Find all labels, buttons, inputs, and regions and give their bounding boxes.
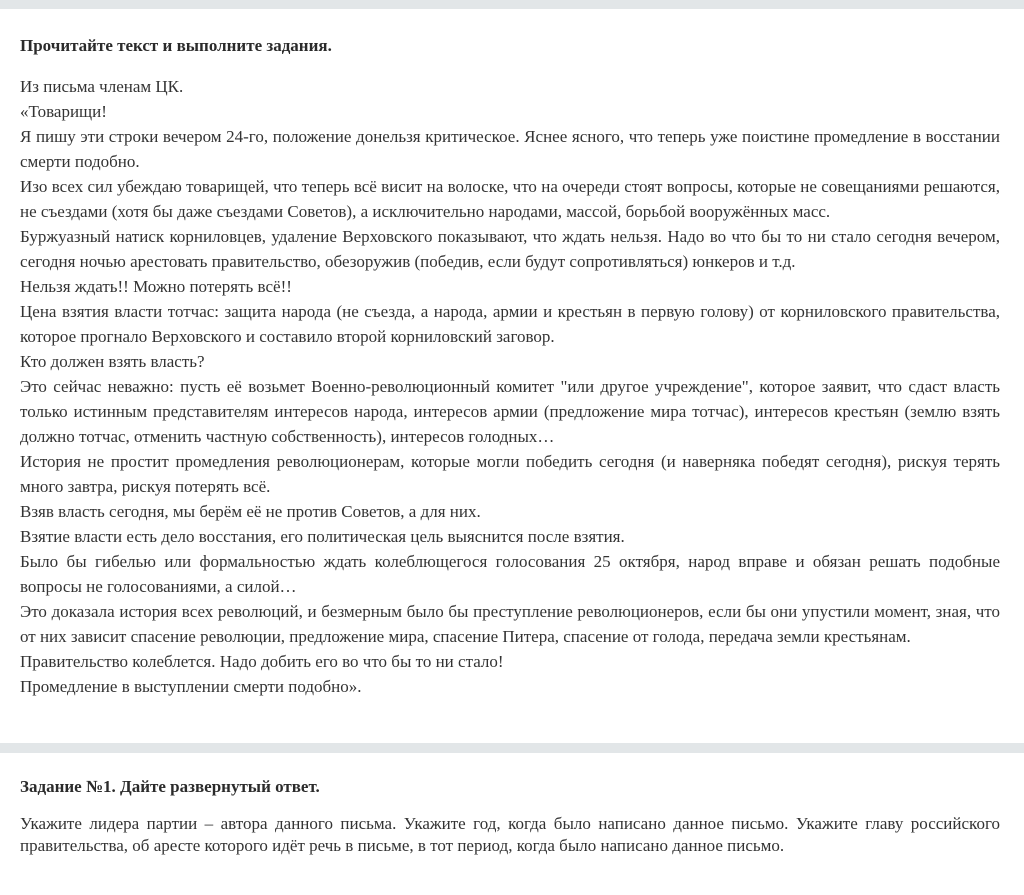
letter-text xyxy=(20,74,1000,699)
section-divider xyxy=(0,743,1024,753)
letter-paragraph: Взятие власти есть дело восстания, его политическая цель выяснится после взятия. xyxy=(20,527,625,546)
letter-paragraph: Я пишу эти строки вечером 24-го, положение донельзя критическое. Яснее ясного, что теперь уже поистине промедление в восстании смерти подобно. xyxy=(20,127,1000,171)
letter-paragraph: «Товарищи! xyxy=(20,102,107,121)
letter-paragraph: Это доказала история всех революций, и безмерным было бы преступление революционеров, если бы они упустили момент, зная, что от них зависит спасение революции, предложение мира, спасение Питера, спасение от голода, передача земли крестьянам. xyxy=(20,602,1000,646)
task-title: Задание №1. Дайте развернутый ответ. xyxy=(20,777,320,796)
letter-paragraph: Правительство колеблется. Надо добить его во что бы то ни стало! xyxy=(20,652,504,671)
letter-paragraph: Промедление в выступлении смерти подобно». xyxy=(20,677,362,696)
letter-paragraph: Взяв власть сегодня, мы берём её не против Советов, а для них. xyxy=(20,502,481,521)
letter-paragraph: Цена взятия власти тотчас: защита народа (не съезда, а народа, армии и крестьян в первую голову) от корниловского правительства, которое прогнало Верховского и составило второй корниловский заговор. xyxy=(20,302,1000,346)
task-section xyxy=(0,753,1024,857)
letter-paragraph: Буржуазный натиск корниловцев, удаление Верховского показывают, что ждать нельзя. Надо во что бы то ни стало сегодня вечером, сегодня ночью арестовать правительство, обезоружив (победив, если будут сопротивляться) юнкеров и т.д. xyxy=(20,227,1000,271)
letter-paragraph: Было бы гибелью или формальностью ждать колеблющегося голосования 25 октября, народ вправе и обязан решать подобные вопросы не голосованиями, а силой… xyxy=(20,552,1000,596)
letter-paragraph: Нельзя ждать!! Можно потерять всё!! xyxy=(20,277,292,296)
section-title: Прочитайте текст и выполните задания. xyxy=(20,36,332,55)
top-divider xyxy=(0,0,1024,9)
letter-paragraph: Из письма членам ЦК. xyxy=(20,77,184,96)
letter-paragraph: Кто должен взять власть? xyxy=(20,352,205,371)
letter-paragraph: Изо всех сил убеждаю товарищей, что теперь всё висит на волоске, что на очереди стоят вопросы, которые не совещаниями решаются, не съездами (хотя бы даже съездами Советов), а исключительно народами, массой, борьбой вооружённых масс. xyxy=(20,177,1000,221)
task-text: Укажите лидера партии – автора данного письма. Укажите год, когда было написано данное письмо. Укажите главу российского правительства, об аресте которого идёт речь в письме, в тот период, когда было написано данное письмо. xyxy=(20,814,1000,855)
letter-paragraph: Это сейчас неважно: пусть её возьмет Военно-революционный комитет "или другое учреждение", которое заявит, что сдаст власть только истинным представителям интересов народа, интересов армии (предложение мира тотчас), интересов крестьян (землю взять должно тотчас, отменить частную собственность), интересов голодных… xyxy=(20,377,1000,446)
reading-section xyxy=(0,9,1024,699)
letter-paragraph: История не простит промедления революционерам, которые могли победить сегодня (и наверняка победят сегодня), рискуя терять много завтра, рискуя потерять всё. xyxy=(20,452,1000,496)
